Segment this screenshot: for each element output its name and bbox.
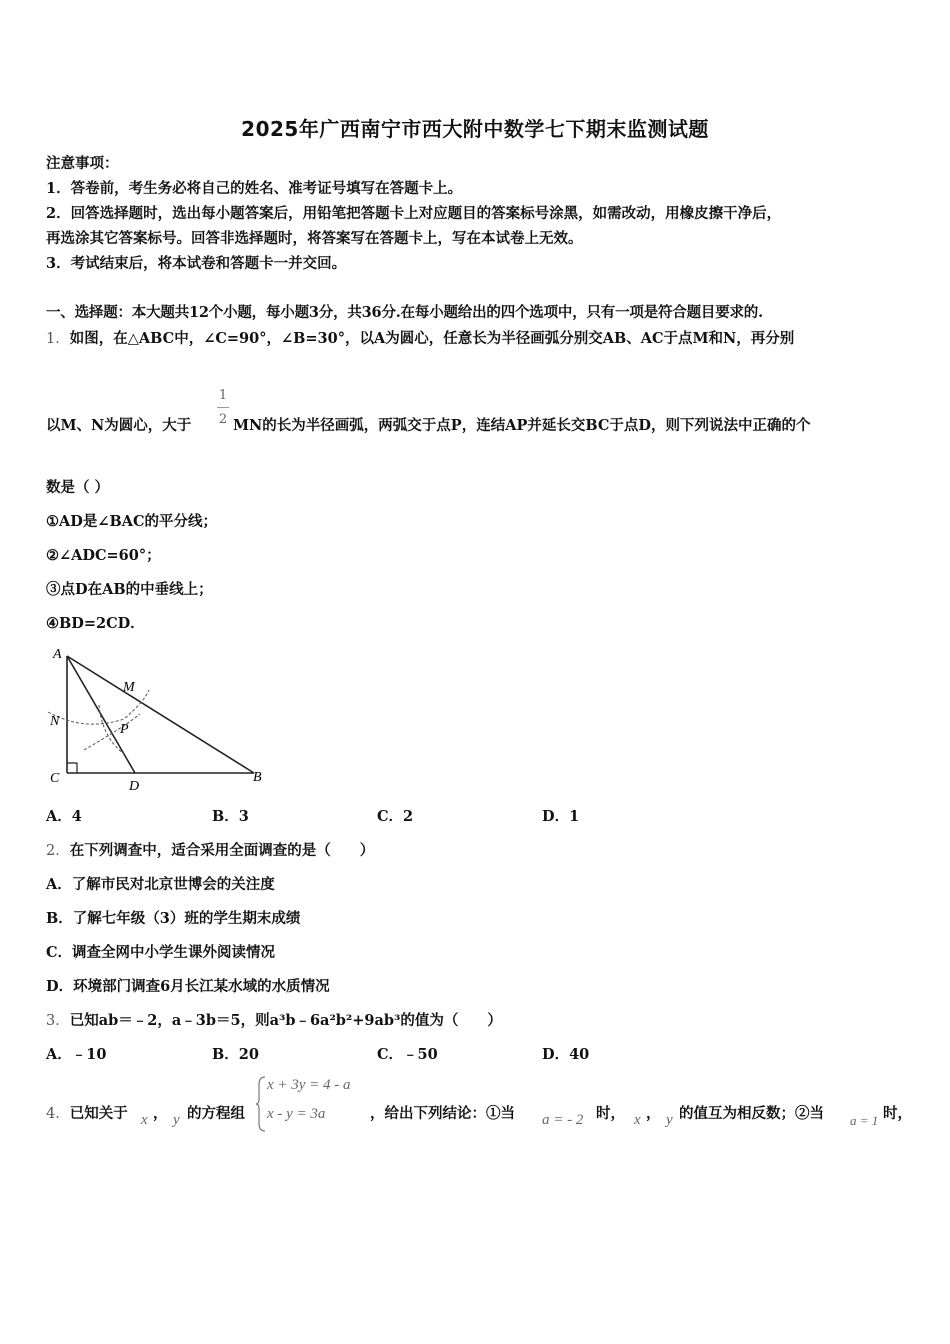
arc-center-a [48,690,149,724]
comma-2: ， [646,1105,661,1122]
question-4-post-2: 时， [596,1105,625,1122]
question-1-line-2-post: MN的长为半径画弧，两弧交于点P，连结AP并延长交BC于点D，则下列说法中正确的个 [233,417,811,434]
question-2-text: 在下列调查中，适合采用全面调查的是（ ） [69,842,375,859]
fraction-denominator: 2 [218,412,228,427]
var-y: y [173,1112,180,1128]
label-d: D [129,779,140,794]
question-number: 1． [46,331,70,347]
question-1-line-3: 数是（ ） [46,479,110,496]
comma: ， [153,1105,168,1122]
question-1-line-2-pre: 以M、N为圆心，大于 [46,417,192,434]
question-number: 3． [46,1013,70,1029]
page-title: 2025年广西南宁市西大附中数学七下期末监测试题 [241,117,709,141]
question-4-number [46,1102,128,1123]
question-1-line-1 [46,327,794,348]
question-1-text: 如图，在△ABC中，∠C=90°，∠B=30°，以A为圆心，任意长为半径画弧分别交AB、AC于点M和N，再分别 [69,330,795,347]
statement-3: ③点D在AB的中垂线上； [46,581,213,598]
var-y-2: y [666,1112,673,1128]
question-number: 4． [46,1106,70,1122]
notes-item-2a: 2．回答选择题时，选出每小题答案后，用铅笔把答题卡上对应题目的答案标号涂黑，如需改动，用橡皮擦干净后， [46,205,782,222]
statement-4: ④BD=2CD． [46,615,145,632]
condition-2: a = 1 [850,1113,879,1128]
q1-option-d: D．1 [542,808,580,825]
question-3-condition: ab＝﹣2，a﹣3b＝5，则 [98,1012,270,1029]
right-angle-mark [67,763,77,773]
label-n: N [50,714,60,729]
q3-option-c: C．﹣50 [377,1046,438,1063]
q2-option-c: C．调查全网中小学生课外阅读情况 [46,944,276,961]
q3-option-b: B．20 [212,1046,259,1063]
fraction-bar [217,407,229,408]
notes-item-3: 3．考试结束后，将本试卷和答题卡一并交回。 [46,255,347,272]
question-4-text-pre: 已知关于 [69,1105,128,1122]
statement-2: ②∠ADC=60°； [46,547,161,564]
segment-ad [67,656,135,773]
condition-1: a = - 2 [542,1112,584,1128]
q3-option-a: A．﹣10 [46,1046,107,1063]
label-c: C [50,771,60,786]
q2-option-b: B．了解七年级（3）班的学生期末成绩 [46,910,301,927]
question-3-text-pre: 已知 [69,1012,99,1029]
notes-item-1: 1．答卷前，考生务必将自己的姓名、准考证号填写在答题卡上。 [46,180,463,197]
question-2 [46,839,374,860]
system-brace [255,1075,267,1133]
question-3-expression: a³b﹣6a²b²+9ab³ [269,1012,401,1029]
q1-option-a: A．4 [46,808,82,825]
q2-option-d: D．环境部门调查6月长江某水域的水质情况 [46,978,330,995]
triangle-figure [44,642,274,794]
notes-heading: 注意事项： [46,155,119,172]
q2-option-a: A．了解市民对北京世博会的关注度 [46,876,275,893]
question-number: 2． [46,843,70,859]
question-3 [46,1009,502,1030]
question-3-text-post: 的值为（ ） [400,1012,502,1029]
question-4-mid: 的方程组 [187,1105,245,1122]
question-4-post-4: 时， [883,1105,912,1122]
q3-option-d: D．40 [542,1046,590,1063]
equation-2: x - y = 3a [267,1106,326,1122]
label-b: B [253,770,262,785]
question-4-post: ，给出下列结论：①当 [370,1105,515,1122]
label-a: A [53,647,62,662]
statement-1: ①AD是∠BAC的平分线； [46,513,218,530]
side-ab [67,656,254,773]
section-heading: 一、选择题：本大题共12个小题，每小题3分，共36分.在每小题给出的四个选项中，只有一项是符合题目要求的. [46,304,763,321]
fraction-numerator: 1 [218,388,228,403]
equation-1: x + 3y = 4 - a [267,1077,351,1093]
notes-item-2b: 再选涂其它答案标号。回答非选择题时，将答案写在答题卡上，写在本试卷上无效。 [46,230,583,247]
q1-option-b: B．3 [212,808,249,825]
var-x: x [141,1112,148,1128]
label-p: P [120,722,129,737]
q1-option-c: C．2 [377,808,414,825]
question-4-post-3: 的值互为相反数；②当 [679,1105,824,1122]
label-m: M [123,680,135,695]
var-x-2: x [634,1112,641,1128]
